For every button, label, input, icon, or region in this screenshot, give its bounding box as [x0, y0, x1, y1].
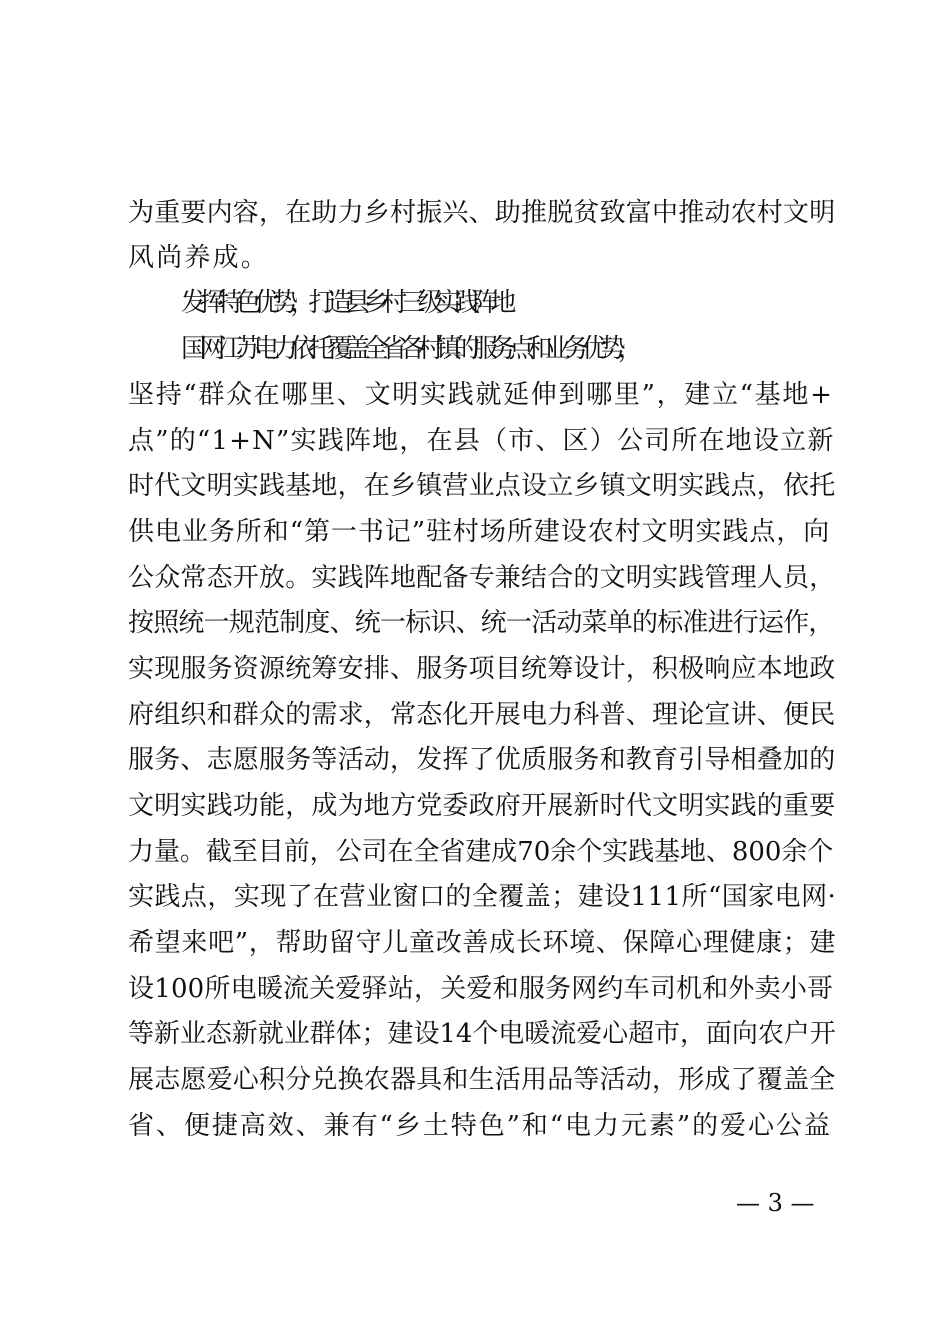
text-line: 省、便捷高效、兼有“乡土特色”和“电力元素”的爱心公益: [128, 1111, 832, 1141]
text-line: 服务、志愿服务等活动，发挥了优质服务和教育引导相叠加的: [128, 745, 836, 775]
text-line: 为重要内容，在助力乡村振兴、助推脱贫致富中推动农村文明: [128, 198, 836, 228]
section-heading: 发挥特色优势，打造县乡村三级实践阵地: [181, 288, 509, 318]
text-line: 设100所电暖流关爱驿站，关爱和服务网约车司机和外卖小哥: [128, 974, 834, 1004]
text-line: 展志愿爱心积分兑换农器具和生活用品等活动，形成了覆盖全: [128, 1065, 836, 1095]
text-line: 坚持“群众在哪里、文明实践就延伸到哪里”，建立“基地+: [128, 380, 834, 410]
text-line: 等新业态新就业群体；建设14个电暖流爱心超市，面向农户开: [128, 1019, 836, 1049]
text-line: 供电业务所和“第一书记”驻村场所建设农村文明实践点，向: [128, 517, 831, 547]
text-line: 点”的“1+N”实践阵地，在县（市、区）公司所在地设立新: [128, 426, 835, 456]
text-line: 力量。截至目前，公司在全省建成70余个实践基地、800余个: [128, 837, 834, 867]
text-line: 风尚养成。: [128, 243, 270, 273]
text-line: 时代文明实践基地，在乡镇营业点设立乡镇文明实践点，依托: [128, 471, 836, 501]
text-line: 按照统一规范制度、统一标识、统一活动菜单的标准进行运作，: [128, 608, 834, 638]
text-line: 文明实践功能，成为地方党委政府开展新时代文明实践的重要: [128, 791, 836, 821]
page-number: — 3 —: [736, 1189, 815, 1217]
text-line: 实现服务资源统筹安排、服务项目统筹设计，积极响应本地政: [128, 654, 836, 684]
paragraph-first-line: 国网江苏电力依托覆盖全省各村镇的服务点和业务优势，: [181, 334, 637, 364]
text-line: 公众常态开放。实践阵地配备专兼结合的文明实践管理人员，: [128, 563, 836, 593]
text-line: 实践点，实现了在营业窗口的全覆盖；建设111所“国家电网·: [128, 882, 837, 912]
text-line: 希望来吧”，帮助留守儿童改善成长环境、保障心理健康；建: [128, 928, 837, 958]
text-line: 府组织和群众的需求，常态化开展电力科普、理论宣讲、便民: [128, 700, 836, 730]
